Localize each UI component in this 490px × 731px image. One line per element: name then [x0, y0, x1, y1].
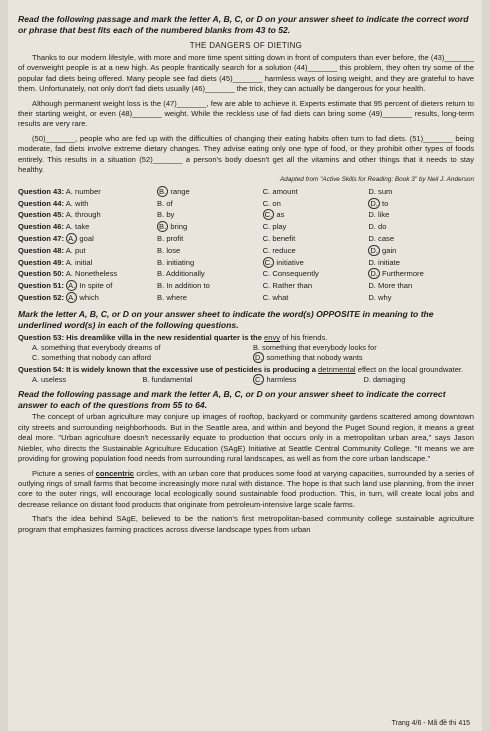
marked-letter: B. [159, 186, 167, 196]
question-label: Question 48: [18, 245, 64, 255]
option-a[interactable]: A. In spite of [68, 281, 113, 291]
q54-options [18, 375, 474, 385]
q53-option-b[interactable]: B. something that everybody looks for [253, 343, 377, 353]
option-d[interactable]: D. sum [368, 186, 393, 196]
question-number [18, 268, 157, 280]
marked-letter: A. [68, 292, 76, 302]
question-number [18, 185, 157, 197]
marked-letter: B. [159, 222, 167, 232]
option-b[interactable]: B. where [157, 292, 187, 302]
option-c[interactable]: C. Consequently [262, 269, 319, 279]
option-b[interactable]: B. range [159, 186, 190, 196]
marked-letter: D. [370, 198, 378, 208]
q54-marked-letter: C. [255, 375, 263, 385]
q54-stem: Question 54: It is widely known that the excessive use of pesticides is producing a [18, 365, 319, 375]
question-row [18, 280, 474, 292]
option-b[interactable]: B. bring [159, 222, 188, 232]
option-a[interactable]: A. take [65, 222, 90, 232]
option-b[interactable]: B. by [157, 210, 175, 220]
option-b[interactable]: B. In addition to [157, 281, 210, 291]
question-label: Question 51: [18, 281, 64, 291]
passage2-paragraph-3: That's the idea behind SAgE, believed to be the nation's first metropolitan-based community college sustainable agriculture program that emphasizes farming practices across diverse landscape types from urban [18, 514, 474, 534]
option-c[interactable]: C. as [264, 210, 285, 220]
q54-option-c-text: harmless [266, 375, 297, 385]
option-c[interactable]: C. what [262, 292, 289, 302]
question-row [18, 209, 474, 221]
option-a[interactable]: A. which [68, 292, 99, 302]
q53-option-c[interactable]: C. something that nobody can afford [32, 352, 152, 362]
option-a[interactable]: A. goal [68, 233, 94, 243]
passage1-paragraph-3: (50)_______, people who are fed up with the difficulties of changing their eating habits often turn to fad diets. (51)_______ being moderate, fad diets involve extreme dietary changes. They advise eating only one type of food, or they prohibit other types of foods entirely. This results in a situation (52)_______ a person's body doesn't get all the vitamins and other things that it needs to stay healthy. [18, 133, 474, 175]
option-c[interactable]: C. initiative [264, 257, 304, 267]
option-d[interactable]: D. do [368, 222, 387, 232]
option-d[interactable]: D. to [370, 198, 389, 208]
question-row [18, 244, 474, 256]
question-row [18, 256, 474, 268]
option-c[interactable]: C. on [262, 198, 281, 208]
question-row [18, 197, 474, 209]
q53-marked-letter: D. [255, 352, 263, 362]
passage1-paragraph-2: Although permanent weight loss is the (47)_______, few are able to achieve it. Experts estimate that 95 percent of dieters return to their starting weight, or even (48)_______ weight. While the reckless use of fad diets can bring some (49)_______ results, long-term results are very rare. [18, 98, 474, 129]
q53-underlined: envy [264, 333, 281, 343]
question-number [18, 233, 157, 245]
q53-stem-end: of his friends. [280, 333, 328, 343]
section2-instruction: Mark the letter A, B, C, or D on your answer sheet to indicate the word(s) OPPOSITE in meaning to the underlined word(s) in each of the following questions. [18, 309, 434, 330]
passage2-paragraph-2 [18, 469, 474, 511]
question-label: Question 46: [18, 222, 64, 232]
q54-underlined: detrimental [318, 365, 356, 375]
option-b[interactable]: B. of [157, 198, 173, 208]
question-number [18, 221, 157, 233]
question-label: Question 52: [18, 292, 64, 302]
option-c[interactable]: C. benefit [262, 233, 296, 243]
marked-letter: C. [264, 257, 273, 267]
q54-option-c[interactable] [253, 375, 364, 385]
question-row [18, 233, 474, 245]
option-d[interactable]: D. Furthermore [370, 269, 424, 279]
option-a[interactable]: A. with [65, 198, 89, 208]
p2-start: Picture a series of [32, 468, 96, 478]
marked-letter: C. [264, 210, 273, 220]
question-number [18, 280, 157, 292]
question-label: Question 50: [18, 269, 64, 279]
option-a[interactable]: A. Nonetheless [65, 269, 118, 279]
option-c[interactable]: C. amount [262, 186, 298, 196]
q54-option-d[interactable]: D. damaging [363, 375, 406, 385]
option-b[interactable]: B. initiating [157, 257, 195, 267]
option-c[interactable]: C. play [262, 222, 287, 232]
option-b[interactable]: B. Additionally [157, 269, 205, 279]
option-d[interactable]: D. More than [368, 281, 413, 291]
p2-underlined: concentric [95, 468, 135, 478]
marked-letter: D. [370, 269, 378, 279]
section3-instruction: Read the following passage and mark the letter A, B, C, or D on your answer sheet to indicate the correct answer to each of the questions from 55 to 64. [18, 389, 446, 410]
q54-option-a[interactable]: A. useless [32, 375, 67, 385]
option-d[interactable]: D. like [368, 210, 390, 220]
question-54 [18, 365, 474, 375]
option-a[interactable]: A. number [65, 186, 101, 196]
section1-instruction: Read the following passage and mark the letter A, B, C, or D on your answer sheet to indicate the correct word or phrase that best fits each of the numbered blanks from 43 to 52. [18, 14, 469, 35]
question-number [18, 256, 157, 268]
question-label: Question 45: [18, 210, 64, 220]
option-d[interactable]: D. gain [370, 245, 397, 255]
question-label: Question 43: [18, 186, 64, 196]
q53-option-d-text: something that nobody wants [266, 352, 363, 362]
question-label: Question 49: [18, 257, 64, 267]
page-footer: Trang 4/6 - Mã đề thi 415 [391, 720, 470, 727]
exam-page [8, 0, 482, 731]
question-label: Question 44: [18, 198, 64, 208]
marked-letter: D. [370, 245, 378, 255]
question-row [18, 292, 474, 304]
option-a[interactable]: A. initial [65, 257, 93, 267]
q53-options-row1 [18, 343, 474, 353]
question-row [18, 221, 474, 233]
question-number [18, 244, 157, 256]
marked-letter: A. [68, 281, 76, 291]
option-b[interactable]: B. profit [157, 233, 184, 243]
q54-stem-end: effect on the local groundwater. [355, 365, 464, 375]
q53-options-row2 [18, 353, 474, 363]
question-53 [18, 333, 474, 343]
passage1-paragraph-1: Thanks to our modern lifestyle, with more and more time spent sitting down in front of computers than ever before, the (43)_______ of overweight people is at a new high. As people frantically search for a solution (44)_______ this problem, they often try some of the popular fad diets being offered. Many people see fad diets (45)_______ harmless ways of losing weight, and they are grateful to have them. Unfortunately, not only don't fad diets usually (46)_______ the trick, they can actually be dangerous for your health. [18, 53, 474, 94]
q53-option-a[interactable]: A. something that everybody dreams of [32, 343, 161, 353]
question-number [18, 292, 157, 304]
option-d[interactable]: D. why [368, 292, 392, 302]
option-c[interactable]: C. Rather than [262, 281, 313, 291]
option-a[interactable]: A. put [65, 245, 86, 255]
question-number [18, 209, 157, 221]
question-row [18, 268, 474, 280]
q54-option-b[interactable]: B. fundamental [142, 375, 193, 385]
q53-option-d[interactable] [253, 353, 474, 363]
option-b[interactable]: B. lose [157, 245, 181, 255]
q53-stem: Question 53: His dreamlike villa in the new residential quarter is the [18, 333, 265, 343]
option-c[interactable]: C. reduce [262, 245, 296, 255]
option-a[interactable]: A. through [65, 210, 101, 220]
p2-rest: circles, with an urban core that produces some food at varying capacities, surrounded by a series of outlying rings of small farms that become increasingly more rural with distance. The hope is that such land use planning, from the inner core to the outer rings, will encourage local ecologically sound sustainable food production. This, in turn, will create local jobs and decrease reliance on distant food products that originate from petroleum-intensive large scale farms. [18, 468, 474, 509]
option-d[interactable]: D. case [368, 233, 395, 243]
passage2-paragraph-1: The concept of urban agriculture may conjure up images of rooftop, backyard or community gardens scattered among downtown city streets and surrounding neighborhoods. But in the Seattle area, and within and beyond the Puget Sound region, it means a great deal more. "Urban agriculture doesn't necessarily equate to production that occurs only in a metropolitan urban area," says Jason Niebler, who directs the Sustainable Agriculture Education (SAgE) Initiative at Seattle Central Community College. "It means we are providing for growing population food needs from surrounding rural landscapes, as well as from the core urban landscape." [18, 412, 474, 464]
passage-title: THE DANGERS OF DIETING [189, 41, 303, 50]
question-label: Question 47: [18, 233, 64, 243]
questions-43-52 [18, 185, 474, 303]
option-d[interactable]: D. initiate [368, 257, 400, 267]
question-row [18, 185, 474, 197]
passage-source: Adapted from "Active Skills for Reading: Book 3" by Neil J. Anderson [280, 176, 474, 184]
marked-letter: A. [68, 233, 76, 243]
question-number [18, 197, 157, 209]
